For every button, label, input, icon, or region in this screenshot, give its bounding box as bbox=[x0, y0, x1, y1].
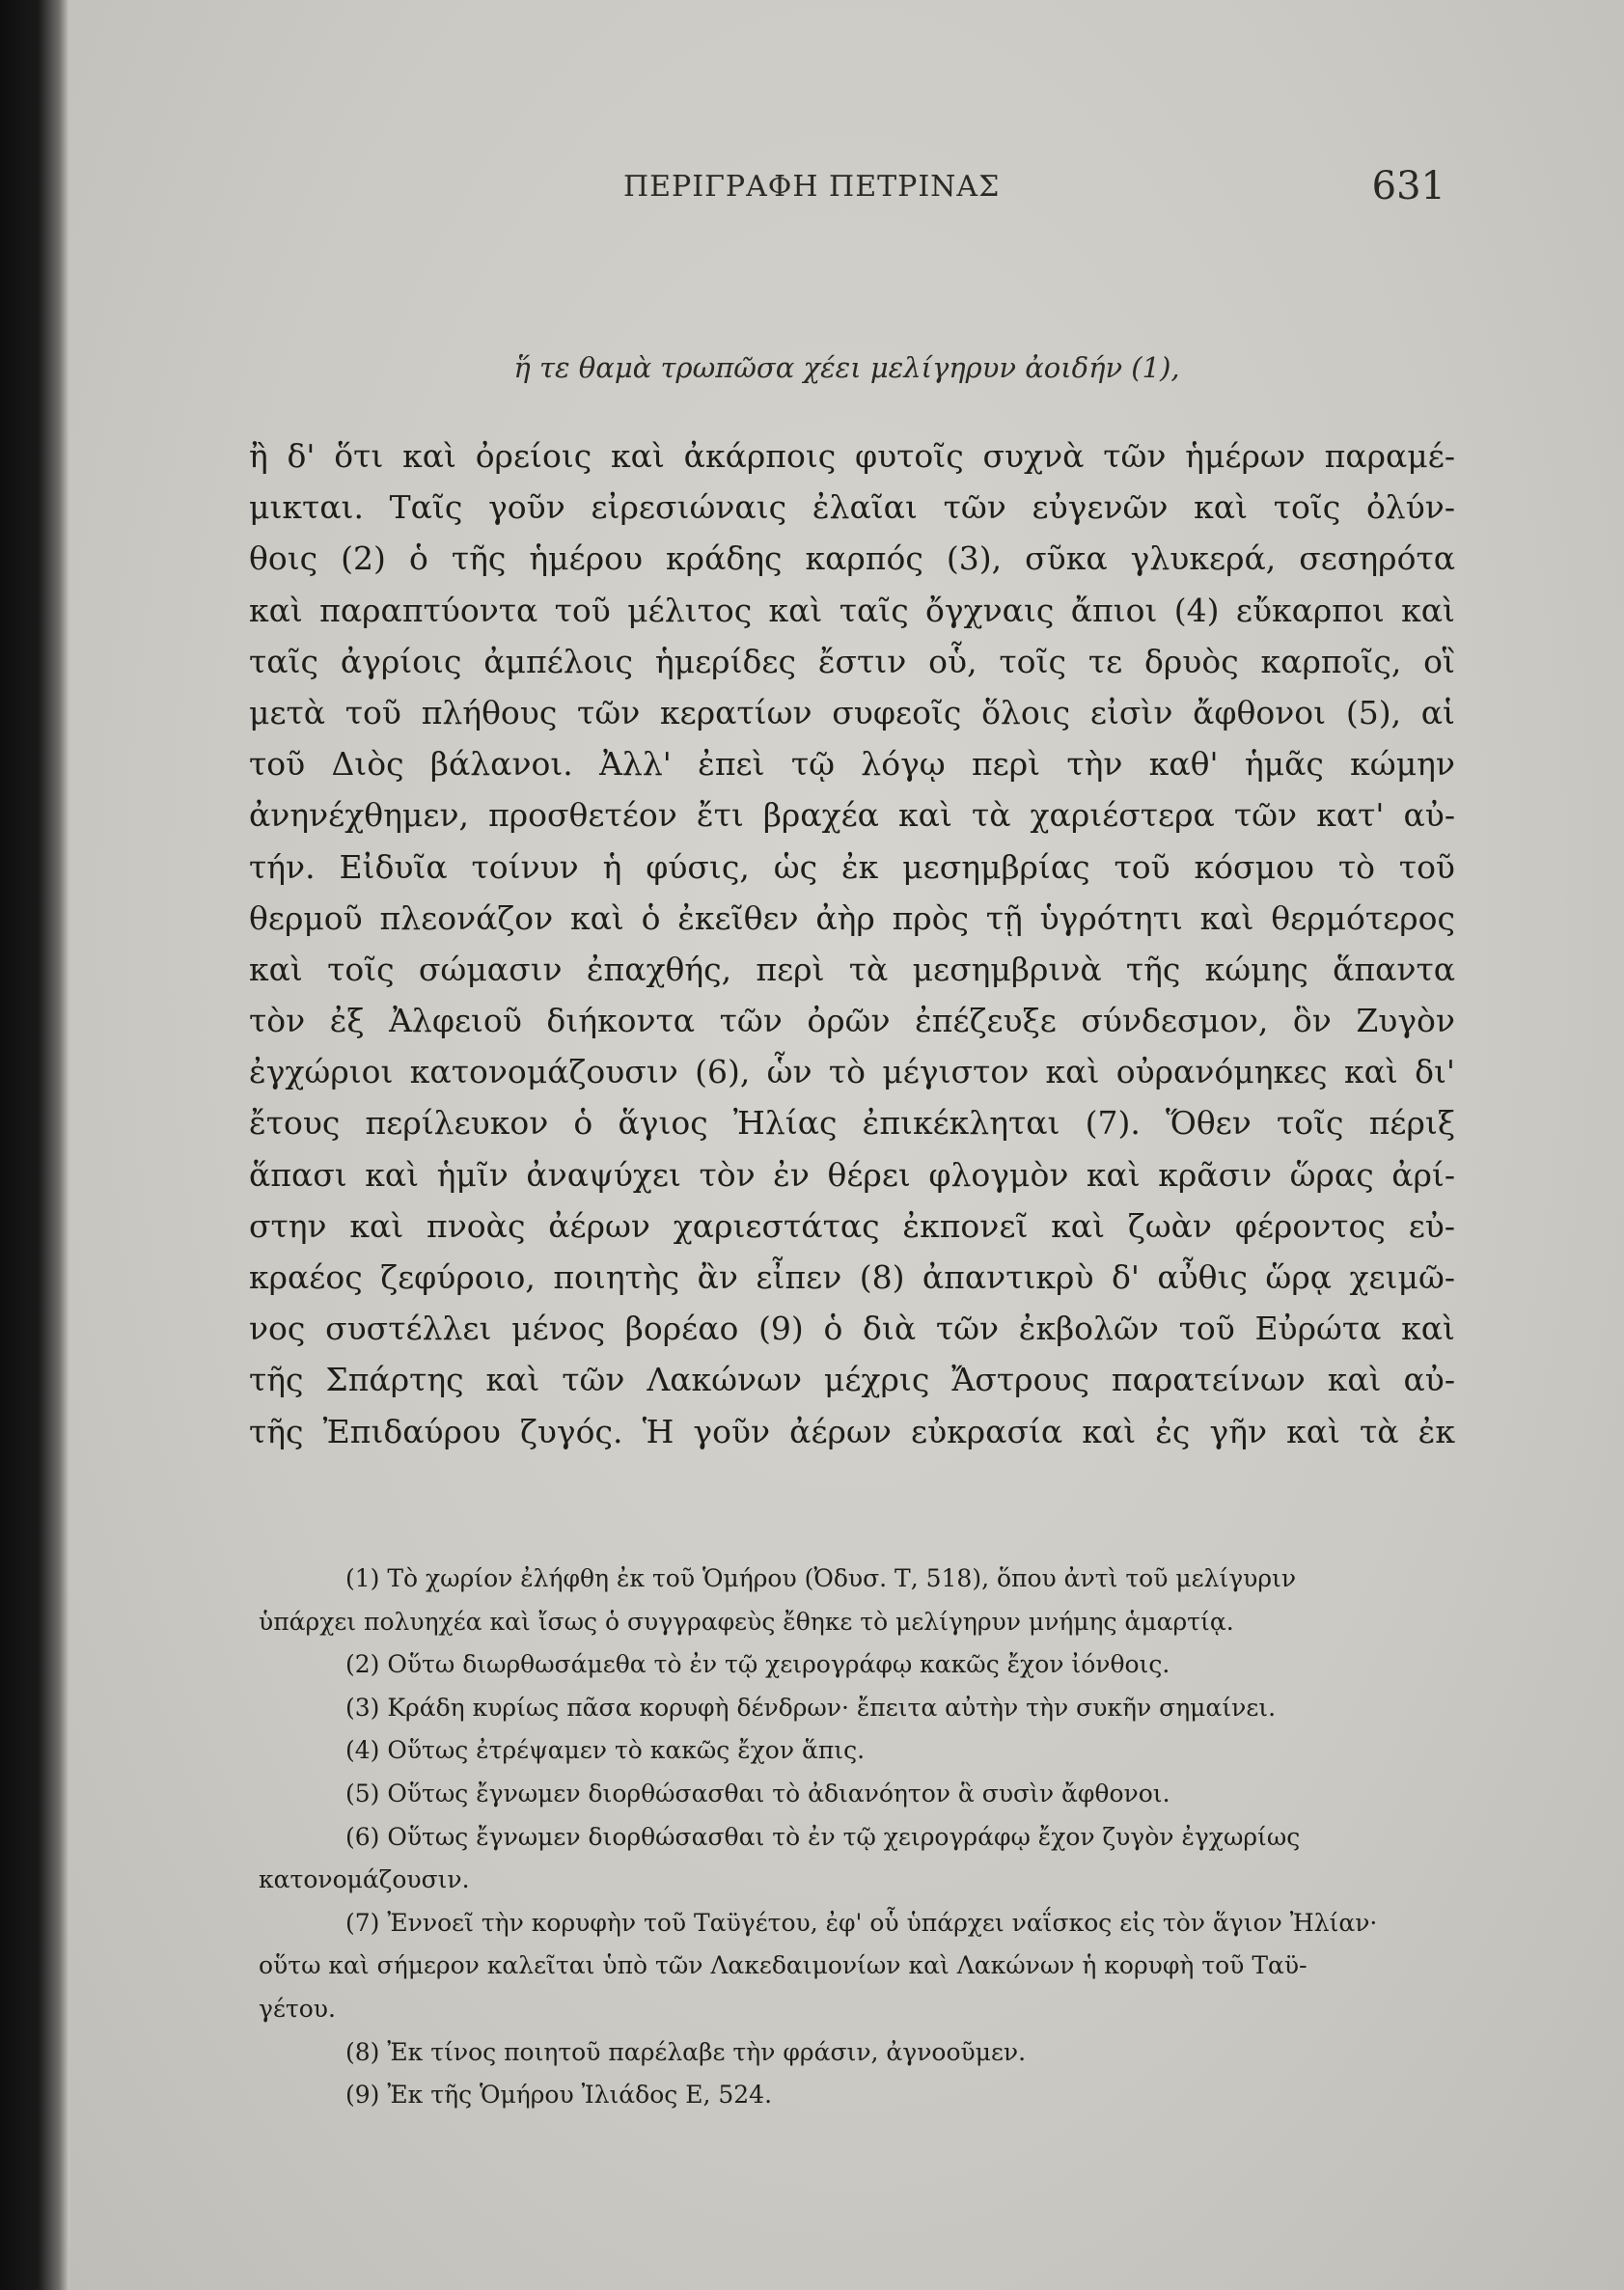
text-line: ἔτους περίλευκον ὁ ἅγιος Ἠλίας ἐπικέκληται (7). Ὅθεν τοῖς πέριξ bbox=[249, 1104, 1455, 1143]
text-line: μετὰ τοῦ πλήθους τῶν κερατίων συφεοῖς ὅλοις εἰσὶν ἄφθονοι (5), αἱ bbox=[249, 693, 1455, 731]
footnote-line: (9) Ἐκ τῆς Ὁμήρου Ἰλιάδος Ε, 524. bbox=[345, 2081, 773, 2110]
footnote-line: κατονομάζουσιν. bbox=[259, 1865, 470, 1894]
footnote-line: (2) Οὕτω διωρθωσάμεθα τὸ ἐν τῷ χειρογράφῳ κακῶς ἔχον ἰόνθοις. bbox=[345, 1650, 1170, 1679]
footnote-line: (4) Οὕτως ἐτρέψαμεν τὸ κακῶς ἔχον ἅπις. bbox=[345, 1736, 866, 1765]
footnote-line: ὑπάρχει πολυηχέα καὶ ἴσως ὁ συγγραφεὺς ἔθηκε τὸ μελίγηρυν μνήμης ἁμαρτίᾳ. bbox=[259, 1607, 1234, 1636]
book-page bbox=[69, 0, 1624, 2290]
text-line: τήν. Εἰδυῖα τοίνυν ἡ φύσις, ὡς ἐκ μεσημβρίας τοῦ κόσμου τὸ τοῦ bbox=[249, 847, 1455, 886]
footnote-line: (3) Κράδη κυρίως πᾶσα κορυφὴ δένδρων· ἔπειτα αὐτὴν τὴν συκῆν σημαίνει. bbox=[345, 1693, 1277, 1722]
footnote-line: (7) Ἐννοεῖ τὴν κορυφὴν τοῦ Ταϋγέτου, ἐφ' οὗ ὑπάρχει ναΐσκος εἰς τὸν ἅγιον Ἠλίαν· bbox=[345, 1908, 1378, 1937]
text-line: μικται. Ταῖς γοῦν εἰρεσιώναις ἐλαῖαι τῶν εὐγενῶν καὶ τοῖς ὀλύν- bbox=[249, 488, 1455, 527]
text-line: ἐγχώριοι κατονομάζουσιν (6), ὧν τὸ μέγιστον καὶ οὐρανόμηκες καὶ δι' bbox=[249, 1053, 1455, 1091]
footnote-line: (8) Ἐκ τίνος ποιητοῦ παρέλαβε τὴν φράσιν, ἀγνοοῦμεν. bbox=[345, 2037, 1027, 2066]
text-line: νος συστέλλει μένος βορέαο (9) ὁ διὰ τῶν ἐκβολῶν τοῦ Εὐρώτα καὶ bbox=[249, 1310, 1455, 1348]
text-line: τῆς Ἐπιδαύρου ζυγός. Ἡ γοῦν ἀέρων εὐκρασία καὶ ἐς γῆν καὶ τὰ ἐκ bbox=[249, 1412, 1455, 1450]
text-line: ταῖς ἀγρίοις ἀμπέλοις ἡμερίδες ἔστιν οὗ, τοῖς τε δρυὸς καρποῖς, οἳ bbox=[249, 642, 1455, 680]
running-header bbox=[69, 164, 1624, 218]
footnote-line: οὕτω καὶ σήμερον καλεῖται ὑπὸ τῶν Λακεδαιμονίων καὶ Λακώνων ἡ κορυφὴ τοῦ Ταϋ- bbox=[259, 1951, 1307, 1980]
text-line: ἅπασι καὶ ἡμῖν ἀναψύχει τὸν ἐν θέρει φλογμὸν καὶ κρᾶσιν ὥρας ἀρί- bbox=[249, 1155, 1455, 1194]
text-line: στην καὶ πνοὰς ἀέρων χαριεστάτας ἐκπονεῖ καὶ ζωὰν φέροντος εὐ- bbox=[249, 1206, 1455, 1245]
text-line: τὸν ἐξ Ἀλφειοῦ διήκοντα τῶν ὀρῶν ἐπέζευξε σύνδεσμον, ὃν Ζυγὸν bbox=[249, 1002, 1455, 1040]
page-number: 631 bbox=[1371, 164, 1445, 208]
footnote-line: γέτου. bbox=[259, 1994, 336, 2023]
book-binding-edge bbox=[0, 0, 69, 2290]
text-line: ἀνηνέχθημεν, προσθετέον ἔτι βραχέα καὶ τὰ χαριέστερα τῶν κατ' αὐ- bbox=[249, 796, 1455, 835]
running-title: ΠΕΡΙΓΡΑΦΗ ΠΕΤΡΙΝΑΣ bbox=[623, 170, 1001, 204]
epigraph-quote: ἥ τε θαμὰ τρωπῶσα χέει μελίγηρυν ἀοιδήν (1), bbox=[513, 351, 1180, 384]
text-line: τῆς Σπάρτης καὶ τῶν Λακώνων μέχρις Ἄστρους παρατείνων καὶ αὐ- bbox=[249, 1361, 1455, 1399]
text-line: καὶ τοῖς σώμασιν ἐπαχθής, περὶ τὰ μεσημβρινὰ τῆς κώμης ἅπαντα bbox=[249, 950, 1455, 988]
footnote-line: (5) Οὕτως ἔγνωμεν διορθώσασθαι τὸ ἀδιανόητον ἃ συσὶν ἄφθονοι. bbox=[345, 1779, 1170, 1807]
text-line: θοις (2) ὁ τῆς ἡμέρου κράδης καρπός (3), σῦκα γλυκερά, σεσηρότα bbox=[249, 539, 1455, 578]
text-line: ἢ δ' ὅτι καὶ ὀρείοις καὶ ἀκάρποις φυτοῖς συχνὰ τῶν ἡμέρων παραμέ- bbox=[249, 437, 1455, 475]
text-line: θερμοῦ πλεονάζον καὶ ὁ ἐκεῖθεν ἀὴρ πρὸς τῇ ὑγρότητι καὶ θερμότερος bbox=[249, 898, 1455, 937]
footnote-line: (1) Τὸ χωρίον ἐλήφθη ἐκ τοῦ Ὁμήρου (Ὀδυσ. Τ, 518), ὅπου ἀντὶ τοῦ μελίγυριν bbox=[345, 1564, 1297, 1592]
footnotes bbox=[259, 1558, 1455, 2117]
text-line: κραέος ζεφύροιο, ποιητὴς ἂν εἶπεν (8) ἀπαντικρὺ δ' αὖθις ὥρᾳ χειμῶ- bbox=[249, 1258, 1455, 1296]
main-text bbox=[249, 430, 1455, 1457]
footnote-line: (6) Οὕτως ἔγνωμεν διορθώσασθαι τὸ ἐν τῷ χειρογράφῳ ἔχον ζυγὸν ἐγχωρίως bbox=[345, 1822, 1301, 1851]
text-line: τοῦ Διὸς βάλανοι. Ἀλλ' ἐπεὶ τῷ λόγῳ περὶ τὴν καθ' ἡμᾶς κώμην bbox=[249, 745, 1455, 784]
text-line: καὶ παραπτύοντα τοῦ μέλιτος καὶ ταῖς ὄγχναις ἄπιοι (4) εὔκαρποι καὶ bbox=[249, 591, 1455, 629]
